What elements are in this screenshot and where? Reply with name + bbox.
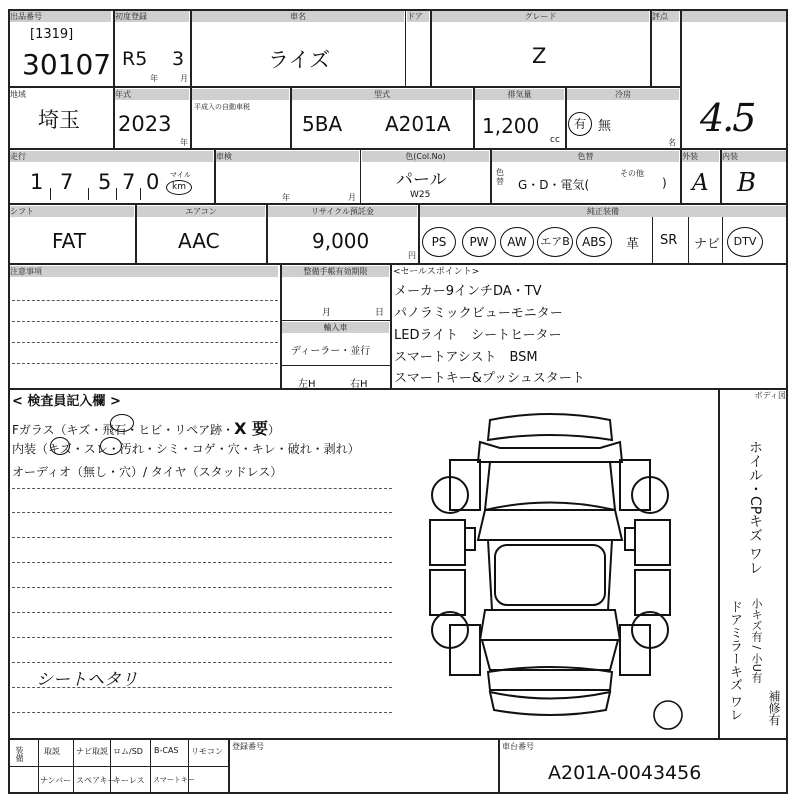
ac-header: 冷房 [567, 89, 679, 100]
grade-header: グレード [432, 11, 649, 22]
side-note-repair: 補修有 [767, 690, 781, 726]
import-car-header: 輸入車 [282, 322, 389, 333]
grid-line [38, 738, 39, 794]
grid-line [680, 9, 682, 203]
grid-line [8, 738, 788, 740]
equip-leather: 革 [626, 237, 640, 252]
footer-cell: スマートキー [153, 776, 195, 784]
grid-line [188, 738, 189, 794]
exterior-grade: A [692, 170, 709, 196]
chassis-number: A201A-0043456 [548, 762, 702, 784]
sales-point: LEDライト シートヒーター [394, 328, 562, 343]
sales-point: スマートキー&プッシュスタート [394, 371, 585, 386]
recycle-header: リサイクル預託金 [268, 206, 417, 217]
side-note-scratch: 小キズ有 / 小U有 [750, 598, 763, 683]
reg-number-label: 登録番号 [232, 742, 264, 751]
grid-line [8, 203, 788, 205]
interior-circle-mark [100, 437, 122, 455]
handwritten-note: シートヘタリ [36, 670, 138, 690]
equip-abs: ABS [576, 227, 612, 257]
inspector-line [12, 612, 392, 613]
sales-point: パノラミックビューモニター [394, 306, 563, 321]
score-value: 4.5 [700, 96, 755, 140]
footer-cell: スペアキー [76, 776, 116, 785]
footer-cell: リモコン [191, 747, 223, 756]
grid-line [8, 148, 788, 150]
door-header: ドア [407, 11, 429, 22]
lot-sub: [1319] [30, 27, 74, 42]
warranty-day: 日 [375, 308, 385, 318]
mileage-header: 走行 [10, 151, 213, 162]
interior-note: 内装（キズ・スレ・汚れ・シミ・コゲ・穴・キレ・破れ・剥れ） [12, 442, 360, 456]
equip-aw: AW [500, 227, 534, 257]
footer-cell: B-CAS [154, 746, 179, 755]
km-circled: km [166, 180, 192, 195]
mileage-digit: 7 [60, 170, 74, 194]
grid-line [113, 9, 115, 148]
inspector-line [12, 712, 392, 713]
color-side: 色替 [496, 168, 504, 186]
grid-line [722, 215, 723, 263]
reg-era: R5 [122, 48, 148, 70]
mile-unit: マイル [170, 171, 191, 179]
inspector-title: < 検査員記入欄 > [12, 394, 121, 409]
equip-navi: ナビ [694, 237, 721, 252]
grid-line [498, 738, 500, 794]
displacement: 1,200 [482, 114, 540, 138]
aircon-header: エアコン [137, 206, 265, 217]
grid-line [652, 215, 653, 263]
int-header: 内装 [722, 151, 786, 162]
yen-unit: 円 [408, 251, 416, 260]
chassis-label: 車台番号 [502, 742, 534, 751]
steer-right: 右H [350, 379, 368, 390]
score-header-right [682, 11, 786, 22]
digit-tick [116, 188, 117, 200]
reg-month-unit: 月 [180, 74, 188, 83]
grid-line [360, 148, 361, 204]
footer-cell: ロム/SD [113, 747, 143, 756]
equip-ps: PS [422, 227, 456, 257]
name-unit: 名 [668, 138, 676, 147]
equip-other: その他 [620, 169, 644, 178]
reg-header: 初度登録 [115, 11, 189, 22]
grid-line [280, 365, 390, 366]
import-note: 平成入の自動車税 [194, 103, 250, 111]
inspector-line [12, 662, 392, 663]
inspector-line [12, 488, 392, 489]
inspector-line [12, 637, 392, 638]
region-value: 埼玉 [38, 108, 80, 132]
lot-header: 出品番号 [10, 11, 111, 22]
grid-line [390, 263, 392, 389]
grid-line [8, 86, 680, 88]
side-note-wheel: ホイル・CPキズ ワレ [747, 440, 763, 575]
region-header: 地域 [10, 89, 111, 100]
import-dealer: ディーラー・並行 [291, 346, 371, 357]
model-type: 5BA [302, 112, 343, 136]
footer-equip-side: 装備 [15, 746, 24, 762]
score-header: 評点 [652, 11, 679, 22]
equip-dtv: DTV [727, 227, 763, 257]
sales-header: <セールスポイント> [393, 267, 480, 277]
caution-header: 注意事項 [10, 266, 278, 277]
grade-value: Z [532, 44, 547, 68]
note-line [12, 363, 278, 364]
grid-line [73, 738, 74, 794]
shaken-year-unit: 年 [282, 193, 290, 202]
inspector-line [12, 537, 392, 538]
inspector-line [12, 512, 392, 513]
warranty-header: 整備手帳有効期限 [282, 266, 389, 277]
color-code: W25 [410, 190, 431, 200]
grid-line [688, 215, 689, 263]
grid-line [8, 766, 228, 767]
import-header [192, 89, 289, 100]
reg-month: 3 [172, 48, 185, 70]
sales-point: スマートアシスト BSM [394, 350, 538, 365]
glass-circle-mark [110, 414, 134, 432]
reg-year-unit: 年 [150, 74, 158, 83]
note-line [12, 300, 278, 301]
color-value: パール [396, 170, 447, 190]
shift-header: シフト [10, 206, 134, 217]
grid-line [150, 738, 151, 794]
changed-header: 色替 [492, 151, 679, 162]
diagram-header: ボディ図 [720, 390, 786, 401]
car-name: ライズ [268, 48, 331, 72]
audio-note: オーディオ（無し・穴）/ タイヤ（スタッドレス） [12, 465, 283, 479]
grid-line [718, 388, 720, 738]
shaken-month-unit: 月 [348, 193, 356, 202]
car-body-diagram [410, 400, 710, 735]
lot-number: 30107 [22, 48, 112, 81]
has-circled: 有 [568, 112, 592, 136]
aircon-value: AAC [178, 229, 220, 253]
footer-cell: ナビ取説 [76, 747, 108, 756]
color-header: 色(Col.No) [362, 151, 489, 162]
inspector-line [12, 562, 392, 563]
cc-header: 排気量 [475, 89, 564, 100]
mileage-digit: 1 [30, 170, 44, 194]
name-header: 車名 [192, 11, 404, 22]
note-line [12, 321, 278, 322]
equip-pw: PW [462, 227, 496, 257]
equip-header: 純正装備 [420, 206, 786, 217]
digit-tick [140, 188, 141, 200]
ext-header: 外装 [682, 151, 719, 162]
recycle-value: 9,000 [312, 229, 370, 253]
mileage-digit: 7 [122, 170, 136, 194]
inspector-line [12, 587, 392, 588]
year-value: 2023 [118, 112, 172, 136]
steer-left: 左H [298, 379, 316, 390]
model-code: A201A [385, 112, 451, 136]
grid-line [405, 9, 406, 87]
glass-end: ） [268, 423, 281, 437]
glass-note [12, 416, 280, 439]
none-option: 無 [598, 119, 612, 134]
model-header: 型式 [292, 89, 472, 100]
footer-cell: ナンバー [40, 776, 72, 785]
mileage-digit: 0 [146, 170, 160, 194]
grid-line [228, 738, 230, 794]
side-note-mirror: ドアミラーキズ ワレ [727, 600, 742, 722]
equip-airbag: エアB [537, 227, 573, 257]
equip-sr: SR [660, 233, 678, 248]
footer-cell: キーレス [113, 776, 145, 785]
mileage-digit: 5 [98, 170, 112, 194]
equip-close: ) [662, 176, 667, 190]
glass-options: Fガラス（キズ・飛石・ヒビ・リペア跡・ [12, 423, 235, 437]
cc-unit: cc [550, 135, 560, 145]
shaken-header: 車検 [216, 151, 359, 162]
year-header: 年式 [115, 89, 189, 100]
grid-line [8, 388, 788, 390]
interior-grade: B [737, 168, 757, 198]
footer-cell: 取説 [44, 747, 60, 756]
equip-type: G・D・電気( [518, 178, 590, 192]
shift-value: FAT [52, 229, 87, 253]
interior-circle-mark [50, 437, 70, 455]
glass-mark: X 要 [234, 419, 268, 438]
digit-tick [88, 188, 89, 200]
year-unit: 年 [180, 138, 188, 147]
grid-line [280, 320, 390, 321]
sales-point: メーカー9インチDA・TV [394, 284, 542, 299]
digit-tick [50, 188, 51, 200]
note-line [12, 342, 278, 343]
warranty-month: 月 [322, 308, 332, 318]
